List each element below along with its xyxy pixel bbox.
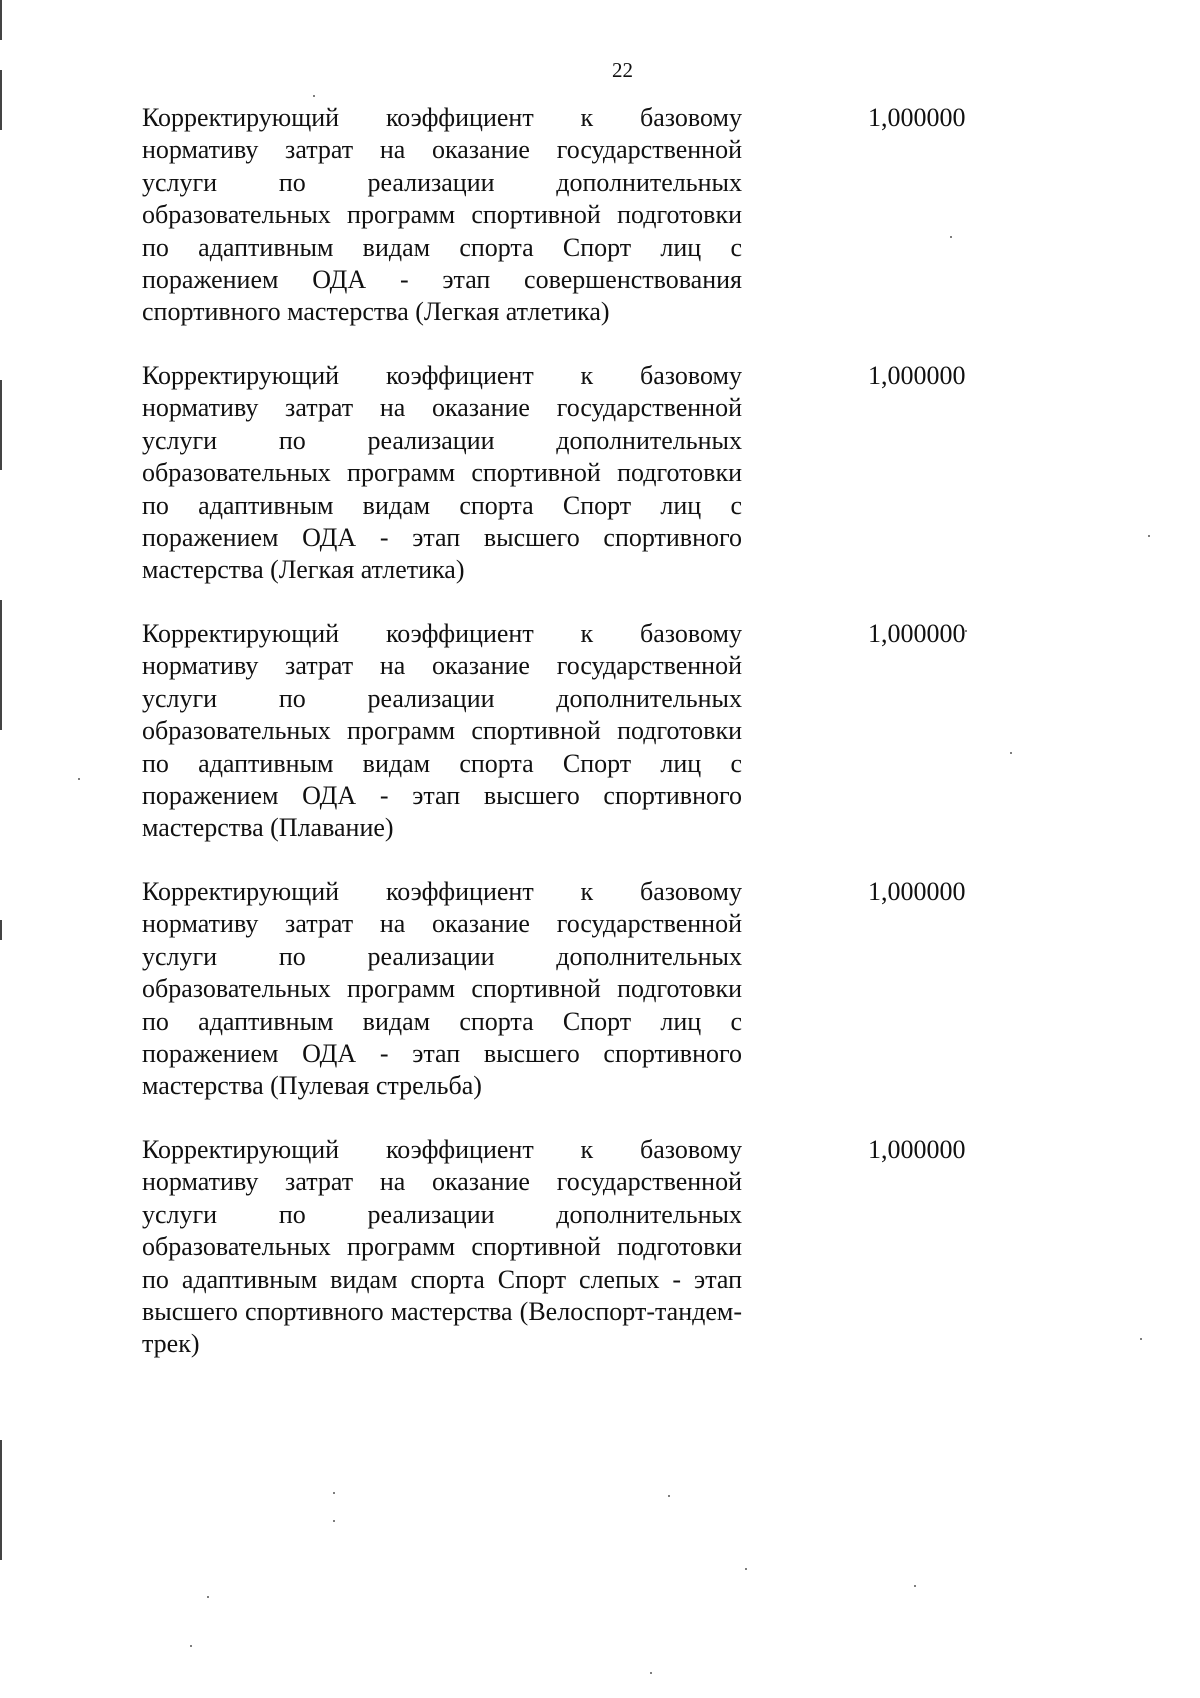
coefficient-entry	[142, 876, 1142, 1134]
coefficient-entry	[142, 1134, 1142, 1392]
coefficient-list	[142, 102, 1142, 1392]
scan-speck	[207, 1596, 209, 1598]
coefficient-value: 1,000000	[868, 103, 966, 132]
scan-edge-mark	[0, 0, 2, 40]
scan-speck	[650, 1672, 652, 1674]
coefficient-description: Корректирующий коэффициент к базовому нормативу затрат на оказание государственной услуги по реализации дополнительных образовательных программ спортивной подготовки по адаптивным видам спорта Спорт слепых - этап высшего спортивного мастерства (Велоспорт-тандем-трек)	[142, 1135, 742, 1359]
scan-edge-mark	[0, 380, 2, 470]
scan-speck	[333, 1492, 335, 1494]
coefficient-value: 1,000000	[868, 877, 966, 906]
scan-edge-marks	[0, 0, 4, 1698]
scan-speck	[190, 1645, 192, 1647]
coefficient-value: 1,000000	[868, 1135, 966, 1164]
coefficient-value: 1,000000	[868, 619, 966, 648]
scan-speck	[78, 778, 80, 780]
scan-speck	[333, 1520, 335, 1522]
coefficient-description: Корректирующий коэффициент к базовому нормативу затрат на оказание государственной услуги по реализации дополнительных образовательных программ спортивной подготовки по адаптивным видам спорта Спорт лиц с поражением ОДА - этап высшего спортивного мастерства (Пулевая стрельба)	[142, 877, 742, 1101]
scan-edge-mark	[0, 600, 2, 730]
coefficient-entry	[142, 102, 1142, 360]
scan-speck	[1148, 535, 1150, 537]
scan-speck	[313, 95, 315, 97]
scan-edge-mark	[0, 920, 2, 940]
scan-speck	[668, 1495, 670, 1497]
scan-speck	[914, 1585, 916, 1587]
scan-speck	[745, 1568, 747, 1570]
coefficient-description: Корректирующий коэффициент к базовому нормативу затрат на оказание государственной услуги по реализации дополнительных образовательных программ спортивной подготовки по адаптивным видам спорта Спорт лиц с поражением ОДА - этап совершенствования спортивного мастерства (Легкая атлетика)	[142, 103, 742, 327]
coefficient-entry	[142, 360, 1142, 618]
coefficient-entry	[142, 618, 1142, 876]
coefficient-description: Корректирующий коэффициент к базовому нормативу затрат на оказание государственной услуги по реализации дополнительных образовательных программ спортивной подготовки по адаптивным видам спорта Спорт лиц с поражением ОДА - этап высшего спортивного мастерства (Плавание)	[142, 619, 742, 843]
coefficient-value: 1,000000	[868, 361, 966, 390]
coefficient-description: Корректирующий коэффициент к базовому нормативу затрат на оказание государственной услуги по реализации дополнительных образовательных программ спортивной подготовки по адаптивным видам спорта Спорт лиц с поражением ОДА - этап высшего спортивного мастерства (Легкая атлетика)	[142, 361, 742, 585]
page-number: 22	[612, 58, 633, 82]
scan-edge-mark	[0, 1440, 2, 1560]
